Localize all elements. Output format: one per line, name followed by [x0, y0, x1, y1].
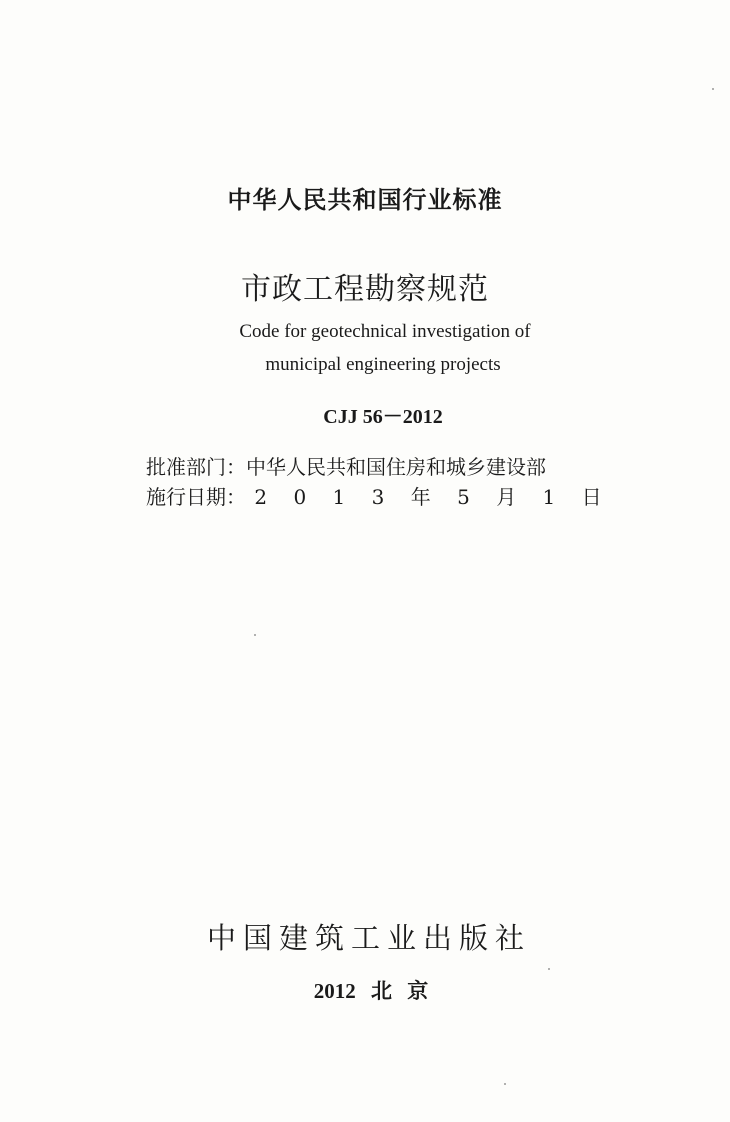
- date-char: 3: [371, 485, 385, 509]
- approval-department-row: [146, 451, 546, 480]
- title-english-line-2: municipal engineering projects: [265, 354, 501, 375]
- date-char: 5: [457, 485, 470, 509]
- effective-date-row: [146, 481, 620, 510]
- approval-label: 批准部门: [146, 455, 226, 479]
- effective-separator: ：: [226, 485, 246, 509]
- scan-speck: [712, 88, 714, 90]
- approval-separator: ：: [226, 455, 246, 479]
- publication-year-place: 2012 北 京: [313, 979, 429, 1003]
- date-char: 2: [254, 485, 268, 509]
- standard-code-number: CJJ 56－2012: [323, 406, 443, 428]
- publisher-name: 中国建筑工业出版社: [206, 921, 531, 955]
- approval-value: 中华人民共和国住房和城乡建设部: [246, 455, 546, 479]
- date-char: 日: [581, 485, 602, 509]
- date-char: 0: [293, 485, 307, 509]
- title-english-line-1: Code for geotechnical investigation of: [239, 321, 531, 342]
- effective-label: 施行日期: [146, 485, 226, 509]
- date-char: 1: [332, 485, 346, 509]
- scan-speck: [548, 968, 550, 970]
- date-char: 年: [410, 485, 431, 509]
- date-char: 月: [496, 485, 517, 509]
- scan-speck: [504, 1083, 506, 1085]
- date-char: 1: [542, 485, 556, 509]
- title-chinese: 市政工程勘察规范: [241, 272, 489, 307]
- standard-type-heading: 中华人民共和国行业标准: [227, 186, 503, 214]
- effective-date-value: [246, 485, 620, 509]
- scan-speck: [254, 634, 256, 636]
